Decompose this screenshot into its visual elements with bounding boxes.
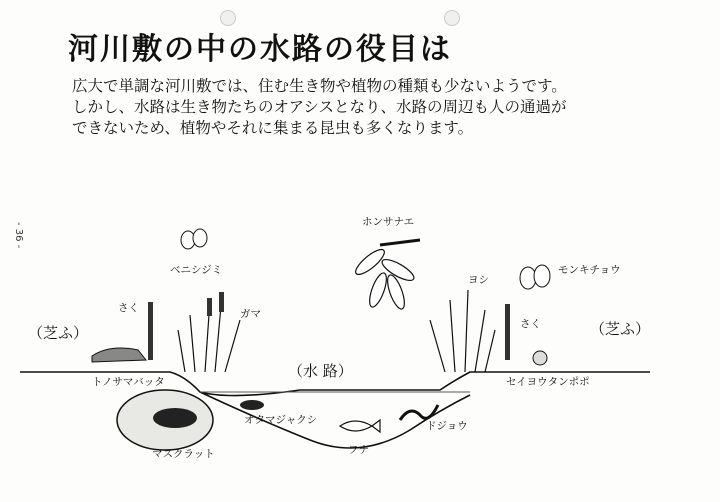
label-small-copper: ベニシジミ <box>170 264 223 276</box>
paragraph-line-1: 広大で単調な河川敷では、住む生き物や植物の種類も少ないようです。 <box>72 77 567 95</box>
label-fence-left: さく <box>118 302 139 314</box>
label-cattail: ガマ <box>240 308 261 320</box>
label-dandelion: セイヨウタンポポ <box>506 376 590 388</box>
page-title: 河川敷の中の水路の役目は <box>68 32 452 67</box>
tadpole-icon <box>240 400 264 410</box>
yellow-butterfly-icon <box>520 265 550 289</box>
butterfly-icon <box>181 229 207 249</box>
label-loach: ドジョウ <box>426 420 468 432</box>
fence-post-right <box>505 304 510 360</box>
label-waterway: （水 路） <box>288 362 353 380</box>
label-crucian-carp: フナ <box>348 444 369 456</box>
label-lawn-right: （芝ふ） <box>590 320 651 338</box>
label-tadpole: オタマジャクシ <box>244 414 318 426</box>
label-reed: ヨシ <box>468 274 489 286</box>
label-grasshopper: トノサマバッタ <box>92 376 165 388</box>
label-dragonfly: ホンサナエ <box>362 216 415 228</box>
label-clouded-yellow: モンキチョウ <box>558 264 621 276</box>
paragraph-line-2: しかし、水路は生き物たちのオアシスとなり、水路の周辺も人の通過が <box>72 98 567 116</box>
reed-icon <box>430 290 495 372</box>
dandelion-icon <box>533 351 547 365</box>
label-muskrat: マスクラット <box>152 448 215 460</box>
muskrat-icon <box>153 408 197 428</box>
label-fence-right: さく <box>520 318 541 330</box>
funa-icon <box>340 420 380 432</box>
label-lawn-left: （芝ふ） <box>28 324 89 342</box>
paragraph-line-3: できないため、植物やそれに集まる昆虫も多くなります。 <box>72 119 474 137</box>
grasshopper-icon <box>92 348 146 362</box>
fence-post-left <box>148 302 153 360</box>
page-number: - 36 - <box>13 222 24 249</box>
dragonfly-icon <box>352 240 420 311</box>
